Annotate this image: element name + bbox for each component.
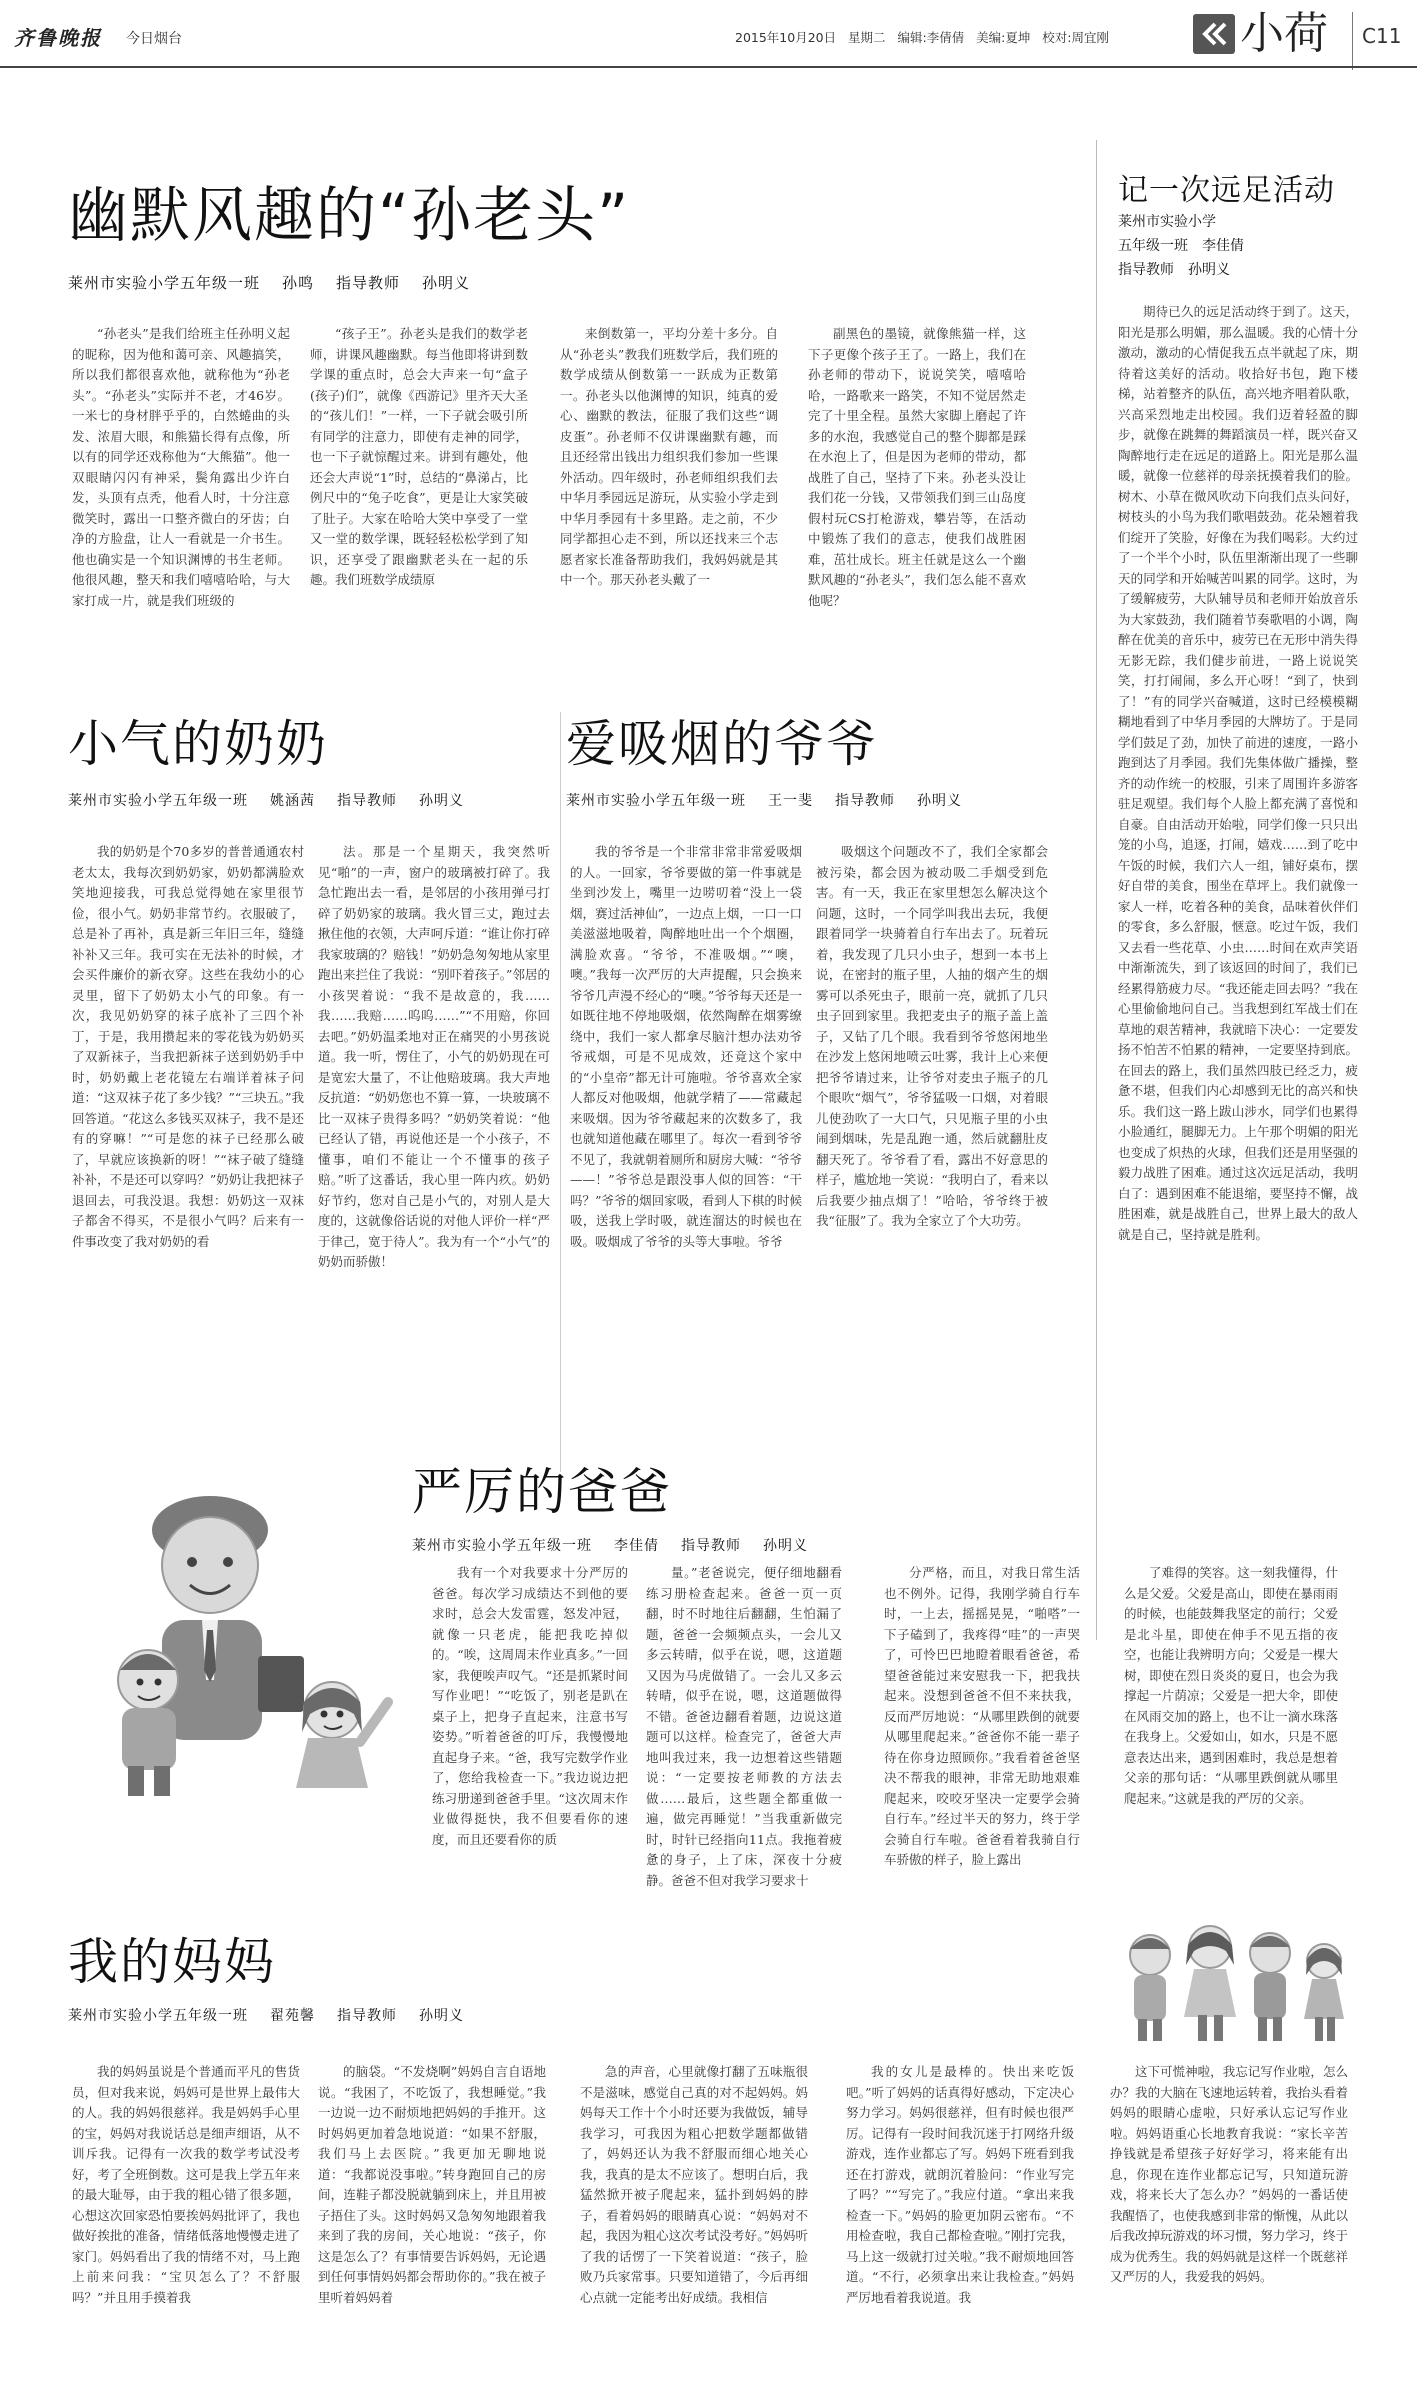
article-body-grandma-col2 xyxy=(318,842,550,1460)
proof-credit: 校对:周宜刚 xyxy=(1042,30,1109,45)
issue-weekday: 星期二 xyxy=(848,30,886,45)
designer-credit: 美编:夏坤 xyxy=(976,30,1031,45)
masthead-brand: 齐鲁晚报 xyxy=(14,26,102,50)
teacher: 孙明义 xyxy=(917,793,962,809)
double-chevron-left-icon xyxy=(1193,14,1235,54)
author: 翟苑馨 xyxy=(270,2008,315,2024)
sidebar-divider xyxy=(1096,140,1097,1640)
header-rule xyxy=(0,66,1417,68)
paragraph: 我的妈妈虽说是个普通而平凡的售货员，但对我来说，妈妈可是世界上最伟大的人。我的妈妈很慈祥。我是妈妈手心里的宝，妈妈对我说话总是细声细语，从不训斥我。记得有一次我的数学考试没考好，考了全班倒数。这可是我上学五年来的最大耻辱，由于我的粗心错了很多题，心想这次回家恐怕要挨妈妈批评了，我也做好挨批的准备，情绪低落地慢慢走进了家门。妈妈看出了我的情绪不对，马上跑上前来问我：“宝贝怎么了？不舒服吗？”并且用手摸着我 xyxy=(72,2064,300,2305)
article-title-dad: 严厉的爸爸 xyxy=(412,1463,672,1521)
article-body-dad-col1 xyxy=(432,1563,628,1887)
byline-grandpa xyxy=(566,790,984,810)
school: 莱州市实验小学五年级一班 xyxy=(566,793,746,809)
article-body-mom-col4 xyxy=(846,2062,1074,2378)
paragraph: 这下可慌神啦，我忘记写作业啦，怎么办？我的大脑在飞速地运转着，我抬头看着妈妈的眼睛心虚啦，只好承认忘记写作业啦。妈妈语重心长地教育我说：“家长辛苦挣钱就是希望孩子好好学习，将来能有出息，你现在连作业都忘记写，只知道玩游戏，将来长大了怎么办？”妈妈的一番话使我醒悟了，也使我感到非常的惭愧，从此以后我改掉玩游戏的坏习惯，努力学习，终于成为优秀生。我的妈妈就是这样一个既慈祥又严厉的人，我爱我的妈妈。 xyxy=(1110,2064,1348,2284)
teacher-label: 指导教师 xyxy=(681,1538,741,1554)
paragraph: 吸烟这个问题改不了，我们全家都会被污染，都会因为被动吸二手烟受到危害。有一天，我正在家里想怎么解决这个问题，这时，一个同学叫我出去玩，我便跟着同学一块骑着自行车出去了。玩着玩着，我发现了几只小虫子，想到一本书上说，在密封的瓶子里，人抽的烟产生的烟雾可以杀死虫子，眼前一亮，就抓了几只虫子回到家里。我把麦虫子的瓶子盖上盖子，又钻了几个眼。我看到爷爷悠闲地坐在沙发上悠闲地喷云吐雾，我计上心来便把爷爷请过来，让爷爷对麦虫子瓶子的几个眼吹“烟气”，爷爷猛吸一口烟，对着眼儿使劲吹了一大口气，只见瓶子里的小虫闹到烟味，先是乱跑一通，然后就翻肚皮翻天死了。爷爷看了看，露出不好意思的样子，尴尬地一笑说：“我明白了，看来以后我要少抽点烟了！”哈哈，爷爷终于被我“征服”了。我为全家立了个大功劳。 xyxy=(816,844,1048,1228)
byline-mom xyxy=(68,2005,486,2025)
paragraph: 来倒数第一，平均分差十多分。自从“孙老头”教我们班数学后，我们班的数学成绩从倒数第一一跃成为正数第一。孙老头以他渊博的知识，纯真的爱心、幽默的教法，征服了我们这些“调皮蛋”。孙老师不仅讲课幽默有趣，而且还经常出钱出力组织我们参加一些课外活动。四年级时，孙老师组织我们去中华月季园远足游玩，从实验小学走到中华月季园有十多里路。走之前，不少同学都担心走不到，所以还找来三个志愿者家长准备帮助我们，我妈妈就是其中一个。那天孙老头戴了一 xyxy=(560,326,778,587)
page-number: C11 xyxy=(1362,24,1402,48)
paragraph: 副黑色的墨镜，就像熊猫一样，这下子更像个孩子王了。一路上，我们在孙老师的带动下，说说笑笑，嘻嘻哈哈，一路歌来一路笑，不知不觉居然走完了十里全程。虽然大家脚上磨起了许多的水泡，我感觉自己的整个脚都是踩在水泡上了，但是因为老师的带动，都战胜了自己，坚持了下来。孙老头没让我们花一分钱，又带领我们到三山岛度假村玩CS打枪游戏，攀岩等，在活动中锻炼了我们的意志，使我们战胜困难，茁壮成长。班主任就是这么一个幽默风趣的“孙老头”，我们怎么能不喜欢他呢？ xyxy=(808,326,1026,608)
teacher: 孙明义 xyxy=(419,2008,464,2024)
article-body-sun-col4 xyxy=(808,324,1026,742)
article-title-grandpa: 爱吸烟的爷爷 xyxy=(566,715,878,773)
paragraph: 分严格，而且，对我日常生活也不例外。记得，我刚学骑自行车时，一上去，摇摇晃晃，“啪嗒”一下子磕到了，我疼得“哇”的一声哭了，可怜巴巴地瞪着眼看爸爸，希望爸爸能过来安慰我一下，把我扶起来。没想到爸爸不但不来扶我，反而严厉地说：“从哪里跌倒的就要从哪里爬起来。”爸爸你不能一辈子待在你身边照顾你。”我看着爸爸坚决不帮我的眼神，非常无助地艰难爬起来，咬咬牙坚决一定要学会骑自行车。”经过半天的努力，终于学会骑自行车啦。爸爸看着我骑自行车骄傲的样子，脸上露出 xyxy=(884,1565,1080,1867)
byline-sun xyxy=(68,272,492,293)
article-body-sun-col2 xyxy=(310,324,528,742)
school: 莱州市实验小学五年级一班 xyxy=(68,793,248,809)
teacher: 孙明义 xyxy=(419,793,464,809)
paragraph: “孙老头”是我们给班主任孙明义起的昵称，因为他和蔼可亲、风趣搞笑，所以我们都很喜欢他，就称他为“孙老头”。“孙老头”实际并不老，才46岁。一米七的身材胖乎乎的，白然蜷曲的头发、浓眉大眼，和熊猫长得有点像，所以有的同学还戏称他为“大熊猫”。他一双眼睛闪闪有神采，鬓角露出少许白发，头顶有点秃，他看人时，十分注意微笑时，露出一口整齐微白的牙齿；白净的方脸盘，让人一看就是一介书生。他也确实是一个知识渊博的书生老师。他很风趣，整天和我们嘻嘻哈哈，与大家打成一片，就是我们班级的 xyxy=(72,326,290,608)
teacher-label: 指导教师 xyxy=(337,2008,397,2024)
paragraph: 急的声音，心里就像打翻了五味瓶很不是滋味，感觉自己真的对不起妈妈。妈妈每天工作十个小时还要为我做饭，辅导我学习，可我因为粗心把数学题都做错了，妈妈还认为我不舒服而细心地关心我，我真的是太不应该了。想明白后，我猛然掀开被子爬起来，猛扑到妈妈的脖子，看着妈妈的眼睛真心说：“妈妈对不起，我因为粗心这次考试没考好。”妈妈听了我的话愣了一下笑着说道：“孩子，脸败乃兵家常事。只要知道错了，今后再细心点就一定能考出好成绩。我相信 xyxy=(580,2064,808,2305)
article-body-dad-col4 xyxy=(1124,1563,1338,1887)
article-body-dad-col3 xyxy=(884,1563,1080,1887)
article-title-sun: 幽默风趣的“孙老头” xyxy=(68,181,631,251)
teacher: 孙明义 xyxy=(763,1538,808,1554)
paragraph: 法。那是一个星期天，我突然听见“啪”的一声，窗户的玻璃被打碎了。我急忙跑出去一看，是邻居的小孩用弹弓打碎了奶奶家的玻璃。我火冒三丈，跑过去揪住他的衣领，大声呵斥道：“谁让你打碎我家玻璃的？赔钱！”奶奶急匆匆地从家里跑出来拦住了我说：“别吓着孩子。”邻居的小孩哭着说：“我不是故意的，我……我……我赔……呜呜……”“不用赔，你回去吧。”奶奶温柔地对正在痛哭的小男孩说道。我一听，愣住了，小气的奶奶现在可是宽宏大量了，不让他赔玻璃。我大声地反抗道：“奶奶您也不算一算，一块玻璃不比一双袜子贵得多吗？”奶奶笑着说：“他已经认了错，再说他还是一个小孩子，不懂事，咱们不能让一个不懂事的孩子赔。”听了这番话，我心里一阵内疚。奶奶好节约，您对自己是小气的，对别人是大度的，这就像俗话说的对他人评价一样“严于律己，宽于待人”。我为有一个“小气”的奶奶而骄傲！ xyxy=(318,844,550,1269)
section-name: 今日烟台 xyxy=(126,31,182,47)
column-divider xyxy=(560,712,561,1472)
teacher-label: 指导教师 xyxy=(835,793,895,809)
author: 王一斐 xyxy=(768,793,813,809)
school: 莱州市实验小学 xyxy=(1118,214,1216,230)
header-meta xyxy=(735,28,1109,46)
article-body-grandma-col1 xyxy=(72,842,304,1460)
byline-dad xyxy=(412,1535,830,1555)
paragraph: 我的爷爷是一个非常非常非常爱吸烟的人。一回家，爷爷要做的第一件事就是坐到沙发上，嘴里一边唠叨着“没上一袋烟，赛过活神仙”，一边点上烟，一口一口美滋滋地吸着，陶醉地吐出一个个烟圈，满脸欢喜。“爷爷，不准吸烟。”“噢，噢。”我每一次严厉的大声提醒，只会换来爷爷几声漫不经心的“噢。”爷爷每天还是一如既往地不停地吸烟，依然陶醉在烟雾缭绕中，我们一家人都拿尽脑汁想办法劝爷爷戒烟，可是不见成效，还竟这个家中的“小皇帝”都无计可施啦。爷爷喜欢全家人都反对他吸烟，他就学精了——常藏起来吸烟。因为爷爷藏起来的次数多了，我也就知道他藏在哪里了。每次一看到爷爷不见了，我就朝着厕所和厨房大喊：“爷爷——！”爷爷总是跟没事人似的回答：“干吗？”爷爷的烟回家吸，看到人下棋的时候吸，送我上学时吸，就连溜达的时候也在吸。吸烟成了爷爷的头等大事啦。爷爷 xyxy=(570,844,802,1249)
teacher-label: 指导教师 xyxy=(336,274,401,292)
author: 孙鸣 xyxy=(282,274,315,292)
article-body-dad-col2 xyxy=(646,1563,842,1887)
children-illustration xyxy=(1110,1905,1350,2055)
author: 姚涵茜 xyxy=(270,793,315,809)
article-body-mom-col3 xyxy=(580,2062,808,2378)
school: 莱州市实验小学五年级一班 xyxy=(68,2008,248,2024)
school: 莱州市实验小学五年级一班 xyxy=(68,274,261,292)
editor-credit: 编辑:李倩倩 xyxy=(897,30,965,45)
section-tab-label: 小荷 xyxy=(1240,8,1328,59)
article-body-mom-col5 xyxy=(1110,2062,1348,2378)
article-body-mom-col2 xyxy=(318,2062,546,2378)
article-body-sun-col3 xyxy=(560,324,778,742)
article-body-trip xyxy=(1118,302,1358,1612)
grade-author: 五年级一班 李佳倩 xyxy=(1118,238,1244,254)
paragraph: 我的女儿是最棒的。快出来吃饭吧。”听了妈妈的话真得好感动，下定决心努力学习。妈妈很慈祥，但有时候也很严厉。记得有一段时间我沉迷于打网络升级游戏，连作业都忘了写。妈妈下班看到我还在打游戏，就朗沉着脸问：“作业写完了吗？”“写完了。”我应付道。“拿出来我检查一下。”妈妈的脸更加阴云密布。“不用检查啦，我自己都检查啦。”刚打完我，马上这一级就打过关啦。”我不耐烦地回答道。“不行，必须拿出来让我检查。”妈妈严厉地看着我说道。我 xyxy=(846,2064,1074,2305)
paragraph: “孩子王”。孙老头是我们的数学老师，讲课风趣幽默。每当他即将讲到数学课的重点时，总会大声来一句“盒子(孩子)们”，就像《西游记》里齐天大圣的“孩儿们！”一样，一下子就会吸引所有同学的注意力，即使有走神的同学，也一下子就惊醒过来。讲到有趣处，他还会大声说“1”时，总结的“鼻涕占，比例尺中的“兔子吃食”，更是让大家笑破了肚子。大家在哈哈大笑中享受了一堂又一堂的数学课，既轻轻松松学到了知识，还享受了跟幽默老头在一起的乐趣。我们班数学成绩原 xyxy=(310,326,528,587)
paragraph: 的脑袋。“不发烧啊”妈妈自言自语地说。“我困了，不吃饭了，我想睡觉。”我一边说一边不耐烦地把妈妈的手推开。这时妈妈更加着急地说道：“如果不舒服，我们马上去医院。”我更加无聊地说道：“我都说没事啦。”转身跑回自己的房间，连鞋子都没脱就躺到床上，并且用被子捂住了头。这时妈妈又急匆匆地跟着我来到了我的房间，关心地说：“孩子，你这是怎么了？有事情要告诉妈妈，无论遇到任何事情妈妈都会帮助你的。”我在被子里听着妈妈着 xyxy=(318,2064,546,2305)
header-divider xyxy=(1352,12,1353,70)
article-title-mom: 我的妈妈 xyxy=(68,1933,276,1991)
family-illustration xyxy=(70,1470,410,1810)
paragraph: 我的奶奶是个70多岁的普普通通农村老太太，我每次到奶奶家，奶奶都满脸欢笑地迎接我，可我总觉得她在家里很节俭，很小气。奶奶非常节约。衣服破了，总是补了再补，真是新三年旧三年，缝缝补补又三年。我可实在无法补的时候，才会买件廉价的新衣穿。这些在我幼小的心灵里，留下了奶奶太小气的印象。有一次，我见奶奶穿的袜子底补了三四个补丁，于是，我用攒起来的零花钱为奶奶买了双新袜子，当我把新袜子送到奶奶手中时，奶奶戴上老花镜左右端详着袜子问道：“这双袜子花了多少钱？”“三块五。”我回答道。“花这么多钱买双袜子，我不是还有的穿嘛！”“可是您的袜子已经那么破了，早就应该换新的呀！”“袜子破了缝缝补补，不是还可以穿吗？”奶奶让我把袜子退回去，可我没退。我想：奶奶这一双袜子都舍不得买，不是很小气吗？后来有一件事改变了我对奶奶的看 xyxy=(72,844,304,1249)
section-tab-box xyxy=(1193,14,1235,54)
school: 莱州市实验小学五年级一班 xyxy=(412,1538,592,1554)
issue-date: 2015年10月20日 xyxy=(735,30,837,45)
paragraph: 我有一个对我要求十分严厉的爸爸。每次学习成绩达不到他的要求时，总会大发雷霆，怒发冲冠，就像一只老虎，能把我吃掉似的。“唉，这周周末作业真多。”一回家，我便唉声叹气。“还是抓紧时间写作业吧！”“吃饭了，别老是趴在桌子上，把身子直起来，注意书写姿势。”听着爸爸的叮斥，我慢慢地直起身子来。“爸，我写完数学作业了，您给我检查一下。”我边说边把练习册递到爸爸手里。“这次周末作业做得挺快，我不但要看你的速度，而且还要看你的质 xyxy=(432,1565,628,1847)
article-body-grandpa-col2 xyxy=(816,842,1048,1460)
teacher: 孙明义 xyxy=(422,274,471,292)
paragraph: 了难得的笑容。这一刻我懂得，什么是父爱。父爱是高山，即使在暴雨雨的时候，也能鼓舞我坚定的前行；父爱是北斗星，即使在伸手不见五指的夜空，也能让我辨明方向；父爱是一棵大树，即使在烈日炎炎的夏日，也会为我撑起一片荫凉；父爱是一把大伞，即使在风雨交加的路上，也不让一滴水珠落在我身上。父爱如山，如水，只是不愿意表达出来，遇到困难时，我总是想着父亲的那句话：“从哪里跌倒就从哪里爬起来。”这就是我的严厉的父亲。 xyxy=(1124,1565,1338,1806)
article-body-grandpa-col1 xyxy=(570,842,802,1460)
paragraph: 期待已久的远足活动终于到了。这天，阳光是那么明媚，那么温暖。我的心情十分激动，激动的心情促我五点半就起了床，期待着这美好的活动。收拾好书包，跑下楼梯，站着整齐的队伍，高兴地齐唱着队歌，兴高采烈地走出校园。我们迈着轻盈的脚步，就像在跳舞的舞蹈演员一样，既兴奋又陶醉地行走在远足的道路上。阳光是那么温暖，就像一位慈祥的母亲抚摸着我们的脸。树木、小草在微风吹动下向我们点头问好，树枝头的小鸟为我们歌唱鼓劲。花朵翘着我们绽开了笑脸，好像在为我们喝彩。大约过了一个半个小时，队伍里渐渐出现了一些聊天的同学和开始喊苦叫累的同学。这时，为了缓解疲劳，大队辅导员和老师开始放音乐为大家鼓劲，我们随着节奏歌唱的小调，陶醉在优美的音乐中，疲劳已在无形中消失得无影无踪，我们健步前进，一路上说说笑笑，打打闹闹，多么开心呀！“到了，快到了！”有的同学兴奋喊道，这时已经模模糊糊地看到了中华月季园的大牌坊了。于是同学们鼓足了劲，加快了前进的速度，一路小跑到达了月季园。我们先集体做广播操，整齐的动作统一的校服，引来了周围许多游客驻足观望。我们每个人脸上都充满了喜悦和自豪。自由活动开始啦，同学们像一只只出笼的小鸟，追逐，打闹，嬉戏……到了吃中午饭的时候，我们六人一组，铺好桌布，摆好自带的美食，围坐在草坪上。我们就像一家人一样，吃着各种的美食，品味着伙伴们的零食，多么舒服，惬意。吃过午饭，我们又去看一些花草、小虫……时间在欢声笑语中渐渐流失，到了该返回的时间了，我们已经累得筋疲力尽。“我还能走回去吗？”我在心里偷偷地问自己。当我想到红军战士们在草地的艰苦精神，我就暗下决心：一定要发扬不怕苦不怕累的精神，一定要坚持到底。在回去的路上，我们虽然四肢已经乏力，疲惫不堪，但我们内心却感到无比的高兴和快乐。我们这一路上跋山涉水，同学们也累得小脸通红，腿脚无力。上午那个明媚的阳光也变成了炽热的火球，但我们还是用坚强的毅力战胜了困难。通过这次远足活动，我明白了：遇到困难不能退缩，要坚持不懈，战胜困难，就是战胜自己，世界上最大的敌人就是自己，坚持就是胜利。 xyxy=(1118,304,1358,1242)
teacher-label: 指导教师 xyxy=(337,793,397,809)
byline-grandma xyxy=(68,790,486,810)
teacher-line: 指导教师 孙明义 xyxy=(1118,262,1230,278)
article-body-mom-col1 xyxy=(72,2062,300,2378)
article-title-trip: 记一次远足活动 xyxy=(1118,173,1335,208)
author: 李佳倩 xyxy=(614,1538,659,1554)
paragraph: 量。”老爸说完，便仔细地翻看练习册检查起来。爸爸一页一页翻，时不时地往后翻翻，生怕漏了题，爸爸一会频频点头，一会儿又多云转晴，似乎在说，嗯，这道题又因为马虎做错了。一会儿又多云转晴，似乎在说，嗯，这道题做得不错。爸爸边翻看着题，边说这道题可以这样。检查完了，爸爸大声地叫我过来，我一边想着这些错题说：“一定要按老师教的方法去做……最后，这些题全都重做一遍，做完再睡觉！”当我重新做完时，时针已经指向11点。我拖着疲惫的身子，上了床，深夜十分疲静。爸爸不但对我学习要求十 xyxy=(646,1565,842,1887)
byline-trip xyxy=(1118,210,1244,282)
article-body-sun-col1 xyxy=(72,324,290,742)
article-title-grandma: 小气的奶奶 xyxy=(68,712,338,776)
